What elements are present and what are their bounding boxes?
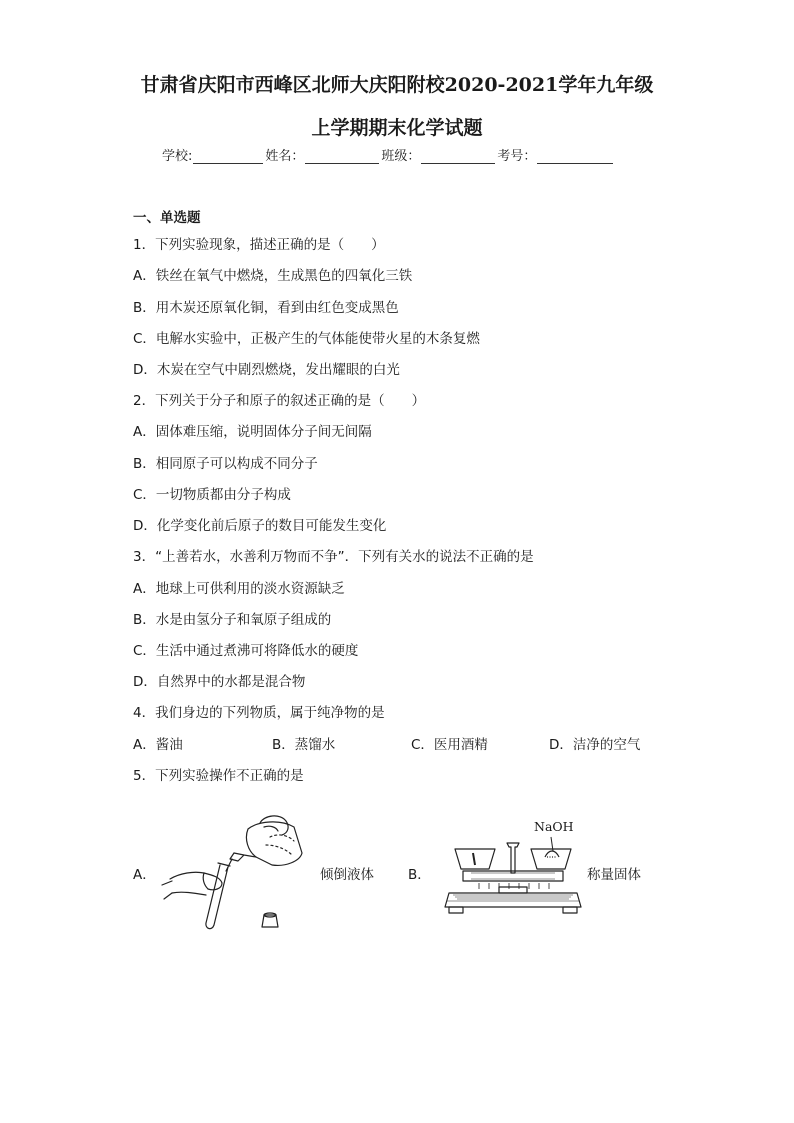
question-2-stem: 2．下列关于分子和原子的叙述正确的是（ ）: [133, 393, 426, 409]
question-3-option-c: C．生活中通过煮沸可将降低水的硬度: [133, 643, 359, 659]
question-4-option-b: B．蒸馏水: [272, 737, 336, 753]
naoh-label: NaOH: [534, 819, 574, 834]
question-5-option-a-caption: 倾倒液体: [320, 867, 374, 883]
exam-no-blank: [537, 149, 613, 164]
exam-no-label: 考号：: [497, 149, 537, 164]
question-5-stem: 5．下列实验操作不正确的是: [133, 768, 304, 784]
question-2-option-d: D．化学变化前后原子的数目可能发生变化: [133, 518, 387, 534]
question-1-option-c: C．电解水实验中，正极产生的气体能使带火星的木条复燃: [133, 331, 480, 347]
question-1-stem: 1．下列实验现象，描述正确的是（ ）: [133, 237, 385, 253]
question-4-option-d: D．洁净的空气: [549, 737, 641, 753]
class-label: 班级：: [381, 149, 421, 164]
question-5-options: [133, 815, 673, 935]
question-4-option-a: A．酱油: [133, 737, 183, 753]
question-5-option-a-letter: A．: [133, 867, 156, 883]
balance-weighing-illustration: [443, 827, 583, 927]
question-4-stem: 4．我们身边的下列物质，属于纯净物的是: [133, 705, 385, 721]
question-2-option-b: B．相同原子可以构成不同分子: [133, 456, 318, 472]
class-blank: [421, 149, 495, 164]
name-blank: [305, 149, 379, 164]
school-blank: [193, 149, 263, 164]
school-label: 学校:: [162, 149, 193, 164]
title-line-1: 甘肃省庆阳市西峰区北师大庆阳附校2020-2021学年九年级: [140, 74, 654, 96]
question-5-option-b-letter: B．: [408, 867, 431, 883]
pouring-liquid-illustration: [160, 815, 310, 933]
question-4-options: [133, 733, 640, 753]
question-1-option-a: A．铁丝在氧气中燃烧，生成黑色的四氧化三铁: [133, 268, 413, 284]
question-2-option-c: C．一切物质都由分子构成: [133, 487, 291, 503]
title-line-2: 上学期期末化学试题: [311, 117, 483, 139]
question-1-option-b: B．用木炭还原氧化铜，看到由红色变成黑色: [133, 300, 399, 316]
question-2-option-a: A．固体难压缩，说明固体分子间无间隔: [133, 424, 372, 440]
question-1-option-d: D．木炭在空气中剧烈燃烧，发出耀眼的白光: [133, 362, 400, 378]
question-3-option-b: B．水是由氢分子和氧原子组成的: [133, 612, 332, 628]
question-3-stem: 3．“上善若水，水善利万物而不争”．下列有关水的说法不正确的是: [133, 549, 534, 565]
section-heading: 一、单选题: [133, 210, 201, 226]
name-label: 姓名：: [265, 149, 305, 164]
question-4-option-c: C．医用酒精: [411, 737, 488, 753]
question-3-option-a: A．地球上可供利用的淡水资源缺乏: [133, 581, 345, 597]
question-3-option-d: D．自然界中的水都是混合物: [133, 674, 306, 690]
question-5-option-b-caption: 称量固体: [587, 867, 641, 883]
student-info-row: [162, 145, 615, 164]
